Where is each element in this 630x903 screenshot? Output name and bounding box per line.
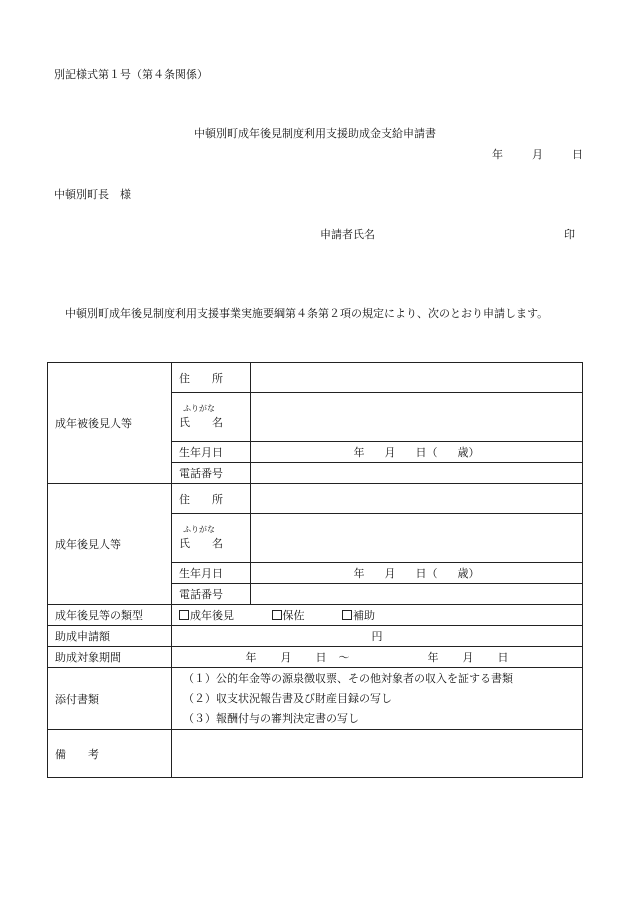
remarks-row (48, 730, 583, 778)
period-from-day: 日 (315, 651, 327, 664)
amount-field[interactable] (172, 626, 583, 647)
guardian-phone-field[interactable] (251, 584, 583, 605)
ward-name-field[interactable] (251, 393, 583, 442)
application-form-table (47, 362, 583, 778)
period-from-month: 月 (280, 651, 292, 664)
period-from-year: 年 (245, 651, 257, 664)
ward-phone-label: 電話番号 (172, 463, 251, 484)
ward-address-row (48, 363, 583, 393)
attachment-item: （２）収支状況報告書及び財産目録の写し (183, 691, 392, 705)
period-to-day: 日 (497, 651, 509, 664)
guardian-name-field[interactable] (251, 514, 583, 563)
form-number-label: 別記様式第１号（第４条関係） (54, 68, 208, 81)
ward-name-label: 氏 名 (179, 416, 223, 429)
ward-address-field[interactable] (251, 363, 583, 393)
attachment-item: （１）公的年金等の源泉徴収票、その他対象者の収入を証する書類 (183, 671, 513, 685)
attachments-row (48, 668, 583, 730)
guardian-address-row (48, 484, 583, 514)
remarks-field[interactable] (172, 730, 583, 778)
guardian-name-label: 氏 名 (179, 537, 223, 550)
birth-month: 月 (384, 446, 396, 459)
ward-name-label-cell (172, 393, 251, 442)
checkbox-icon[interactable] (179, 610, 189, 620)
applicant-name-label: 申請者氏名 (320, 228, 375, 241)
guardian-section-label: 成年後見人等 (48, 484, 172, 605)
type-option-adult-guardianship[interactable]: 成年後見 (179, 607, 234, 623)
date-day: 日 (572, 148, 583, 161)
type-row (48, 605, 583, 626)
period-tilde: ～ (338, 651, 350, 664)
type-label: 成年後見等の類型 (48, 605, 172, 626)
amount-unit: 円 (371, 630, 383, 643)
type-options (172, 605, 583, 626)
guardian-birthdate-field[interactable] (251, 563, 583, 584)
application-date (492, 146, 583, 162)
attachment-item: （３）報酬付与の審判決定書の写し (183, 711, 359, 725)
remarks-label: 備 考 (48, 730, 172, 778)
amount-label: 助成申請額 (48, 626, 172, 647)
ward-birthdate-field[interactable] (251, 442, 583, 463)
birth-age: 歳） (457, 567, 480, 580)
period-field[interactable] (172, 647, 583, 668)
date-year: 年 (492, 148, 503, 161)
type-option-curatorship[interactable]: 保佐 (272, 607, 305, 623)
guardian-address-label: 住 所 (172, 484, 251, 514)
period-to-year: 年 (427, 651, 439, 664)
date-month: 月 (532, 148, 543, 161)
guardian-address-field[interactable] (251, 484, 583, 514)
guardian-birthdate-label: 生年月日 (172, 563, 251, 584)
amount-row (48, 626, 583, 647)
type-option-assistance[interactable]: 補助 (342, 607, 375, 623)
guardian-phone-label: 電話番号 (172, 584, 251, 605)
period-row (48, 647, 583, 668)
checkbox-icon[interactable] (272, 610, 282, 620)
document-title: 中頓別町成年後見制度利用支援助成金支給申請書 (194, 127, 436, 140)
addressee: 中頓別町長 様 (54, 188, 131, 201)
birth-age: 歳） (457, 446, 480, 459)
ward-phone-field[interactable] (251, 463, 583, 484)
intro-paragraph: 中頓別町成年後見制度利用支援事業実施要綱第４条第２項の規定により、次のとおり申請します。 (65, 307, 549, 320)
period-label: 助成対象期間 (48, 647, 172, 668)
birth-day: 日（ (415, 446, 438, 459)
guardian-name-label-cell (172, 514, 251, 563)
birth-day: 日（ (415, 567, 438, 580)
ward-furigana-label: ふりがな (183, 404, 215, 413)
ward-address-label: 住 所 (172, 363, 251, 393)
guardian-furigana-label: ふりがな (183, 525, 215, 534)
period-to-month: 月 (462, 651, 474, 664)
attachments-list (172, 668, 583, 730)
ward-birthdate-label: 生年月日 (172, 442, 251, 463)
birth-month: 月 (384, 567, 396, 580)
birth-year: 年 (353, 567, 365, 580)
checkbox-icon[interactable] (342, 610, 352, 620)
seal-mark: 印 (564, 228, 575, 241)
ward-section-label: 成年被後見人等 (48, 363, 172, 484)
attachments-label: 添付書類 (48, 668, 172, 730)
birth-year: 年 (353, 446, 365, 459)
